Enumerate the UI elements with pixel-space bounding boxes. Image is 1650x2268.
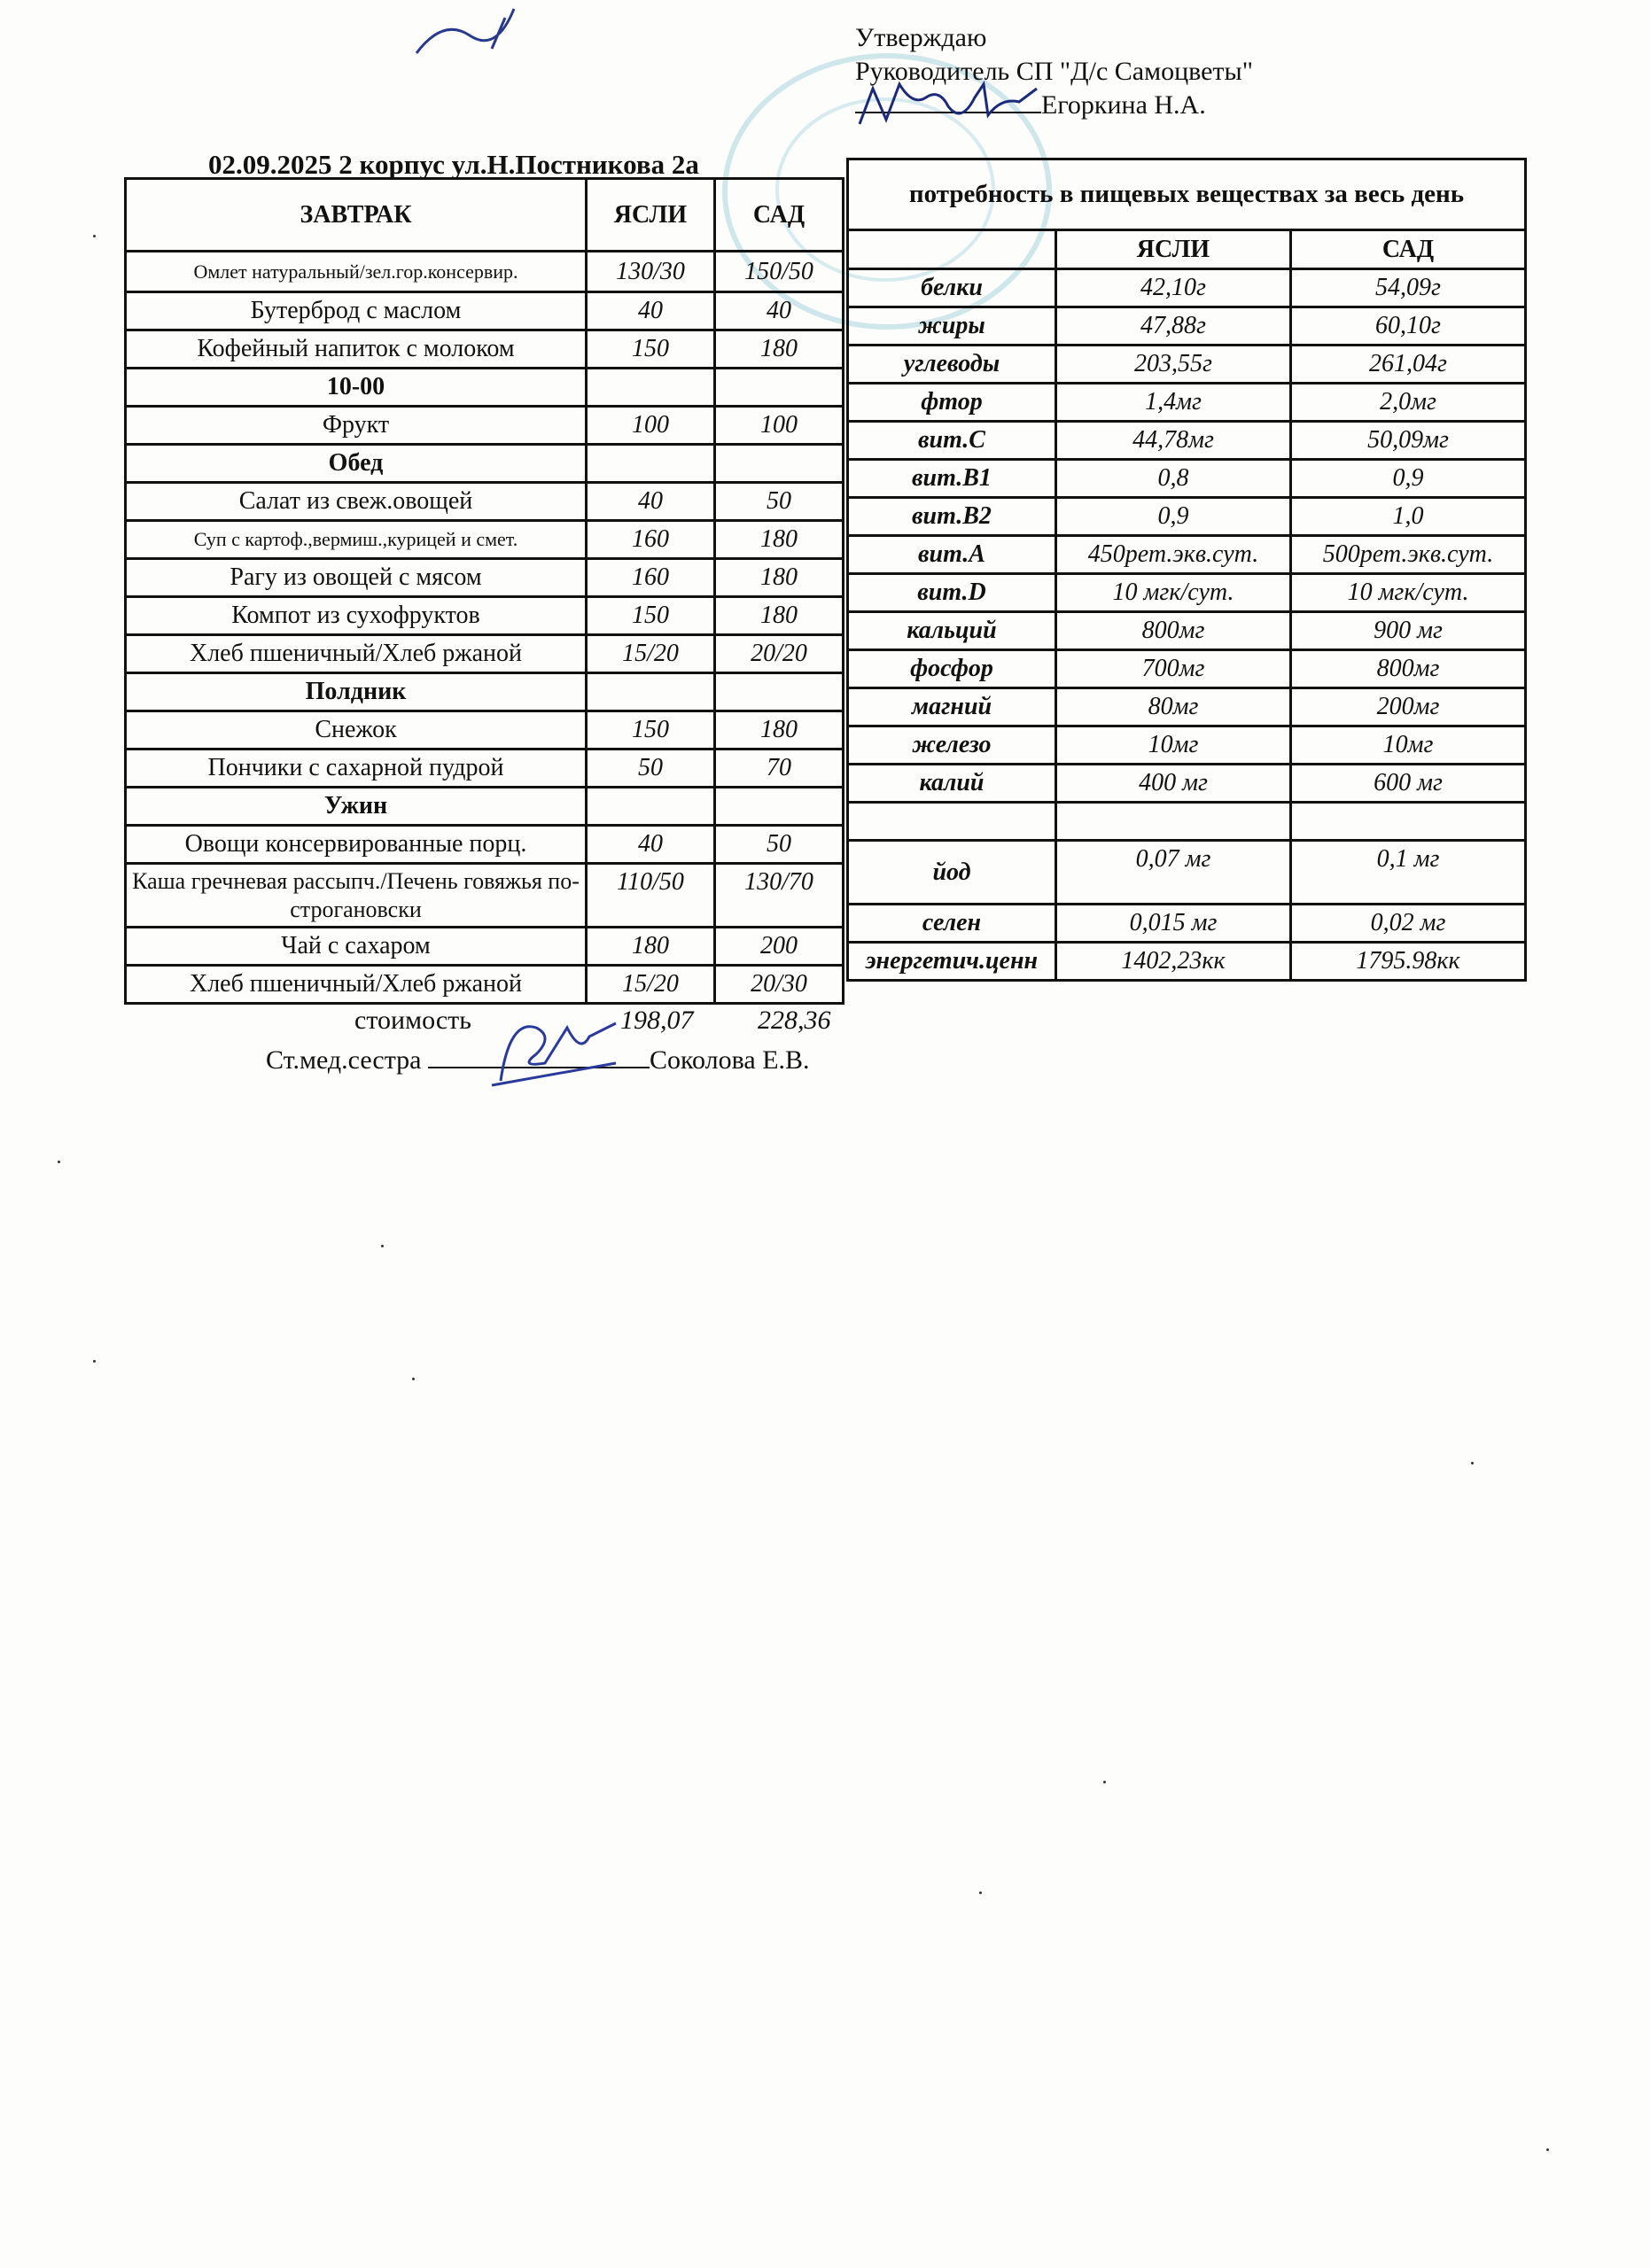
nutrient-nursery: 450рет.экв.сут. [1056,536,1291,574]
nutrient-kindergarten: 800мг [1291,650,1526,688]
nutrient-label: железо [848,726,1056,765]
section-title: Обед [126,445,587,483]
dish-nursery: 130/30 [587,252,715,292]
menu-header-kindergarten: САД [715,179,844,252]
dish-kindergarten: 180 [715,521,844,559]
dish-kindergarten: 50 [715,483,844,521]
nutrient-label: фтор [848,384,1056,422]
nutrient-kindergarten: 10 мгк/сут. [1291,574,1526,612]
dish-nursery: 15/20 [587,966,715,1004]
approval-name: Егоркина Н.А. [1041,90,1206,120]
nutrient-row [848,384,1526,422]
nutrient-nursery: 0,015 мг [1056,905,1291,943]
nutrient-label: вит.D [848,574,1056,612]
dish-name: Суп с картоф.,вермиш.,курицей и смет. [126,521,587,559]
nutrient-label: вит.А [848,536,1056,574]
dish-name: Пончики с сахарной пудрой [126,750,587,788]
dish-kindergarten: 20/30 [715,966,844,1004]
nutrient-row [848,726,1526,765]
section-title: Полдник [126,673,587,711]
nutrient-label: фосфор [848,650,1056,688]
nutrient-nursery: 80мг [1056,688,1291,726]
nutrition-header-row [848,159,1526,230]
scan-speck [1471,1462,1474,1464]
dish-nursery: 40 [587,826,715,864]
dish-nursery: 50 [587,750,715,788]
nutrient-label: вит.В2 [848,498,1056,536]
dish-kindergarten: 20/20 [715,635,844,673]
nutrient-kindergarten: 261,04г [1291,346,1526,384]
menu-row [126,966,844,1004]
nutrient-nursery: 0,8 [1056,460,1291,498]
cost-label: стоимость [354,1006,471,1035]
approval-line1: Утверждаю [855,23,987,52]
nutrient-kindergarten: 60,10г [1291,307,1526,346]
menu-row [126,292,844,330]
menu-row [126,252,844,292]
nutrient-kindergarten: 0,02 мг [1291,905,1526,943]
menu-row [126,750,844,788]
nutrient-nursery: 10мг [1056,726,1291,765]
dish-nursery: 150 [587,597,715,635]
nutrient-kindergarten: 200мг [1291,688,1526,726]
menu-table [124,177,844,1005]
top-corner-scribble [408,0,549,62]
nutrient-row [848,498,1526,536]
nutrient-row [848,269,1526,307]
dish-kindergarten: 180 [715,559,844,597]
nutrient-row [848,422,1526,460]
nutrient-row [848,612,1526,650]
menu-row [126,559,844,597]
nutrient-label: белки [848,269,1056,307]
section-title: Ужин [126,788,587,826]
nutrient-kindergarten: 500рет.экв.сут. [1291,536,1526,574]
dish-kindergarten: 50 [715,826,844,864]
dish-nursery: 15/20 [587,635,715,673]
nutrient-nursery: 47,88г [1056,307,1291,346]
nutrient-kindergarten: 900 мг [1291,612,1526,650]
nutrient-label: йод [848,841,1056,905]
nutrient-label: кальций [848,612,1056,650]
nutrient-kindergarten: 10мг [1291,726,1526,765]
nutrient-nursery: 42,10г [1056,269,1291,307]
scan-speck [93,1360,96,1363]
nutrition-col-kindergarten: САД [1291,230,1526,269]
dish-nursery: 110/50 [587,864,715,928]
nutrient-label [848,803,1056,841]
nutrient-kindergarten: 1,0 [1291,498,1526,536]
scan-speck [58,1161,60,1163]
dish-kindergarten [715,673,844,711]
menu-row [126,597,844,635]
nutrient-row [848,905,1526,943]
nutrition-table [846,158,1527,982]
nurse-name: Соколова Е.В. [650,1045,810,1075]
dish-kindergarten: 150/50 [715,252,844,292]
menu-row [126,711,844,750]
nutrient-nursery: 1402,23кк [1056,943,1291,981]
dish-kindergarten: 100 [715,407,844,445]
nurse-label: Ст.мед.сестра [266,1045,422,1075]
nutrient-kindergarten: 2,0мг [1291,384,1526,422]
nutrition-header: потребность в пищевых веществах за весь день [848,159,1526,230]
nutrient-label: калий [848,765,1056,803]
dish-name: Чай с сахаром [126,928,587,966]
dish-kindergarten: 130/70 [715,864,844,928]
menu-section-row [126,369,844,407]
scan-speck [93,235,96,237]
nutrient-nursery: 10 мгк/сут. [1056,574,1291,612]
menu-header-nursery: ЯСЛИ [587,179,715,252]
dish-nursery: 150 [587,711,715,750]
dish-kindergarten [715,788,844,826]
dish-nursery [587,369,715,407]
menu-row [126,521,844,559]
menu-row [126,330,844,369]
dish-name: Снежок [126,711,587,750]
menu-header-row [126,179,844,252]
dish-kindergarten [715,369,844,407]
nutrient-kindergarten: 1795.98кк [1291,943,1526,981]
nurse-signature [483,1001,634,1099]
dish-nursery: 160 [587,521,715,559]
dish-nursery: 150 [587,330,715,369]
menu-row [126,407,844,445]
dish-kindergarten [715,445,844,483]
section-title: 10-00 [126,369,587,407]
nutrient-kindergarten: 0,9 [1291,460,1526,498]
dish-name: Компот из сухофруктов [126,597,587,635]
dish-kindergarten: 180 [715,597,844,635]
menu-section-row [126,445,844,483]
director-signature [851,71,1063,142]
nutrient-label: жиры [848,307,1056,346]
dish-name: Каша гречневая рассыпч./Печень говяжья по-строгановски [126,864,587,928]
nutrition-empty-cell [848,230,1056,269]
dish-name: Бутерброд с маслом [126,292,587,330]
cost-nursery: 198,07 [620,1006,694,1035]
menu-header-meal: ЗАВТРАК [126,179,587,252]
menu-row [126,864,844,928]
nutrient-label: вит.С [848,422,1056,460]
nutrient-row [848,346,1526,384]
scan-speck [1546,2148,1549,2151]
nutrient-row [848,803,1526,841]
nutrient-nursery: 0,07 мг [1056,841,1291,905]
nutrient-nursery: 44,78мг [1056,422,1291,460]
nutrient-nursery: 400 мг [1056,765,1291,803]
dish-kindergarten: 180 [715,330,844,369]
nutrient-nursery: 203,55г [1056,346,1291,384]
menu-row [126,928,844,966]
nutrient-nursery: 700мг [1056,650,1291,688]
scan-speck [979,1891,982,1894]
dish-nursery: 100 [587,407,715,445]
menu-row [126,483,844,521]
nutrient-kindergarten: 600 мг [1291,765,1526,803]
dish-nursery: 40 [587,292,715,330]
nutrient-kindergarten [1291,803,1526,841]
dish-nursery: 40 [587,483,715,521]
nutrient-row [848,460,1526,498]
nutrient-row [848,650,1526,688]
nutrient-kindergarten: 54,09г [1291,269,1526,307]
page-title: 02.09.2025 2 корпус ул.Н.Постникова 2а [208,149,699,180]
dish-kindergarten: 40 [715,292,844,330]
nutrient-row [848,765,1526,803]
nutrient-row [848,574,1526,612]
dish-name: Салат из свеж.овощей [126,483,587,521]
scan-speck [1103,1781,1106,1783]
nutrient-row [848,688,1526,726]
nutrient-label: вит.В1 [848,460,1056,498]
dish-nursery [587,445,715,483]
dish-name: Фрукт [126,407,587,445]
approval-line2: Руководитель СП "Д/с Самоцветы" [855,57,1253,86]
nutrient-kindergarten: 0,1 мг [1291,841,1526,905]
nutrient-label: энергетич.ценн [848,943,1056,981]
nutrient-nursery: 1,4мг [1056,384,1291,422]
nutrient-label: углеводы [848,346,1056,384]
nutrient-label: селен [848,905,1056,943]
dish-nursery [587,673,715,711]
nutrition-colhdr-row [848,230,1526,269]
dish-name: Хлеб пшеничный/Хлеб ржаной [126,966,587,1004]
scan-speck [381,1245,384,1247]
menu-section-row [126,673,844,711]
dish-kindergarten: 70 [715,750,844,788]
menu-section-row [126,788,844,826]
nutrition-col-nursery: ЯСЛИ [1056,230,1291,269]
scan-speck [412,1378,415,1380]
nutrient-row [848,943,1526,981]
dish-nursery [587,788,715,826]
dish-name: Хлеб пшеничный/Хлеб ржаной [126,635,587,673]
menu-row [126,826,844,864]
cost-kindergarten: 228,36 [758,1006,831,1035]
nutrient-nursery: 0,9 [1056,498,1291,536]
nutrient-row [848,307,1526,346]
nutrient-label: магний [848,688,1056,726]
dish-name: Кофейный напиток с молоком [126,330,587,369]
dish-kindergarten: 200 [715,928,844,966]
dish-name: Овощи консервированные порц. [126,826,587,864]
nutrient-nursery: 800мг [1056,612,1291,650]
dish-nursery: 160 [587,559,715,597]
dish-name: Омлет натуральный/зел.гор.консервир. [126,252,587,292]
nutrient-nursery [1056,803,1291,841]
dish-name: Рагу из овощей с мясом [126,559,587,597]
menu-row [126,635,844,673]
dish-kindergarten: 180 [715,711,844,750]
dish-nursery: 180 [587,928,715,966]
nutrient-row [848,841,1526,905]
nutrient-kindergarten: 50,09мг [1291,422,1526,460]
nutrient-row [848,536,1526,574]
